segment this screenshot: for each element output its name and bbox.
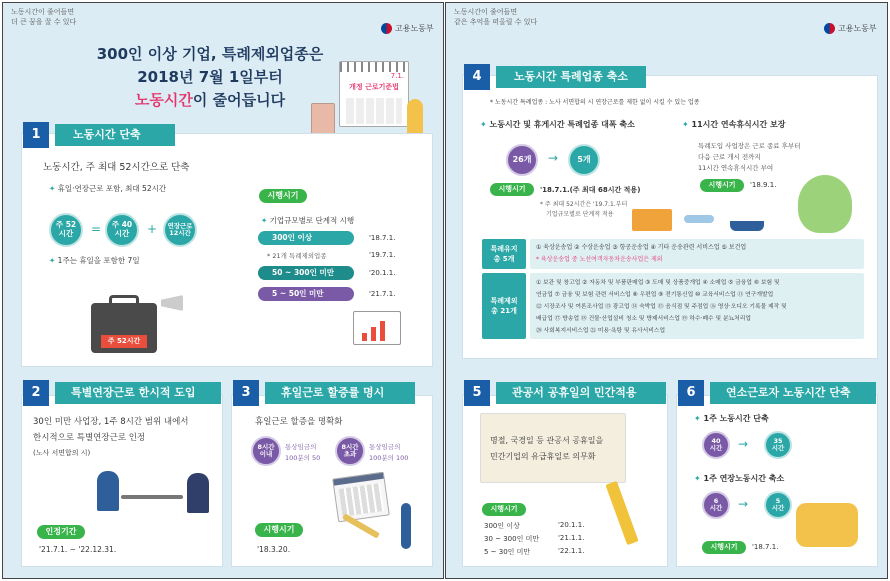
section-6-number: 6	[678, 380, 704, 406]
s4-effective-badge-2: 시행시기	[700, 179, 744, 192]
overtime-12h-circle: 연장근로 12시간	[163, 213, 197, 247]
s1-effective-badge: 시행시기	[259, 189, 307, 203]
taegeuk-icon	[824, 23, 835, 34]
ship-icon	[730, 221, 764, 231]
s5-row-label: 30 ~ 300인 미만	[484, 535, 540, 543]
motto-line: 노동시간이 줄어들면	[454, 8, 518, 16]
s3-main-text: 휴일근로 할증을 명확화	[255, 417, 343, 427]
sparkle-icon: ✦	[480, 120, 490, 129]
s3-rate-2b: 100분의 100	[369, 454, 409, 462]
s4-note: * 노동시간 특례업종 : 노사 서면합의 시 연장근로를 제한 없이 시킬 수 있는 업종	[490, 99, 700, 106]
calendar-rings	[340, 62, 408, 72]
easel-bar	[362, 333, 367, 341]
title-highlight: 노동시간	[134, 91, 193, 109]
airplane-icon	[684, 215, 714, 223]
5h-circle: 5 시간	[764, 491, 792, 519]
s2-line-3: (노사 서면합의 시)	[33, 449, 91, 457]
s4-heading-2	[682, 119, 785, 130]
section-1-header	[55, 124, 175, 146]
s5-effective-badge: 시행시기	[482, 503, 526, 516]
s1-main-text: 노동시간, 주 최대 52시간으로 단축	[43, 162, 190, 173]
s1-bullet-2-text: 1주는 휴일을 포함한 7일	[57, 256, 140, 265]
s4-keep-list: ① 육상운송업 ② 수상운송업 ③ 항공운송업 ④ 기타 운송관련 서비스업 ⑤ 보건업	[536, 244, 747, 251]
sparkle-icon: ✦	[49, 184, 58, 193]
s5-row-label: 5 ~ 30인 미만	[484, 548, 531, 556]
s4-rest-line-2: 다음 근로 개시 전까지	[698, 153, 761, 161]
left-page	[2, 2, 444, 579]
briefcase-handle	[109, 295, 139, 304]
desk-icon	[121, 495, 183, 499]
s4-effective-badge: 시행시기	[490, 183, 534, 196]
section-6-title: 연소근로자 노동시간 단축	[726, 386, 851, 399]
easel-bar	[371, 327, 376, 341]
s1-bullet-1	[49, 183, 166, 194]
right-motto	[454, 7, 537, 27]
s4-keep-label: 특례유지 총 5개	[482, 239, 526, 269]
s4-excluded-line: 배급업 ⑰ 방송업 ⑱ 건물·산업설비 청소 및 방제서비스업 ⑲ 하수·폐수 및 분뇨처리업	[536, 316, 751, 322]
26-industries-circle: 26개	[506, 144, 538, 176]
schedule-row-date: '21.7.1.	[369, 290, 396, 298]
sparkle-icon: ✦	[694, 474, 704, 483]
s6-heading-2	[694, 473, 784, 484]
sparkle-icon: ✦	[49, 256, 58, 265]
section-4-title: 노동시간 특례업종 축소	[514, 70, 628, 83]
calendar-grid	[346, 98, 402, 124]
s4-rest-line-3: 11시간 연속휴식시간 부여	[698, 164, 774, 172]
s5-row-label: 300인 이상	[484, 522, 520, 530]
section-5-header	[496, 382, 666, 404]
s2-period-badge: 인정기간	[37, 525, 85, 539]
schedule-row-label: * 21개 특례제외업종	[267, 252, 327, 260]
s4-excluded-line: ① 보관 및 창고업 ② 자동차 및 부품판매업 ③ 도매 및 상품중개업 ④ 소매업 ⑤ 금융업 ⑥ 보험 및	[536, 280, 780, 286]
section-3-title: 휴일근로 할증률 명시	[281, 386, 385, 399]
title-line-2: 2018년 7월 1일부터	[137, 68, 283, 86]
s4-excluded-label: 특례제외 총 21개	[482, 273, 526, 339]
right-page	[445, 2, 888, 579]
s1-schedule-title	[261, 215, 354, 226]
section-2-title: 특별연장근로 한시적 도입	[71, 386, 196, 399]
motto-line: 노동시간이 줄어들면	[11, 8, 75, 16]
title-line-3	[85, 89, 335, 110]
calendar-date: 7.1.	[390, 72, 404, 80]
s4-heading-1	[480, 119, 635, 130]
section-3-number: 3	[233, 380, 259, 406]
truck-icon	[632, 209, 672, 231]
section-4-header	[496, 66, 646, 88]
s6-heading-1-text: 1주 노동시간 단축	[703, 414, 769, 423]
s4-excluded-line: ⑳ 사회복지서비스업 ㉑ 미용·욕탕 및 유사서비스업	[536, 328, 666, 334]
calendar-illustration	[339, 61, 409, 127]
arrow-right-icon: →	[738, 497, 749, 511]
calendar-icon	[332, 472, 390, 523]
schedule-row-date: '18.7.1.	[369, 234, 396, 242]
within-8h-circle: 8시간 이내	[251, 436, 281, 466]
s5-row-date: '21.1.1.	[558, 534, 585, 542]
notepad-illustration	[480, 413, 626, 483]
logo-text: 고용노동부	[395, 24, 434, 33]
page-title	[85, 43, 335, 110]
s4-keep-note: * 육상운송업 중 노선여객자동차운송사업은 제외	[536, 256, 663, 263]
s6-heading-2-text: 1주 연장노동시간 축소	[703, 474, 785, 483]
section-1-number: 1	[23, 122, 49, 148]
s4-excluded-box	[530, 273, 864, 339]
5-industries-circle: 5개	[568, 144, 600, 176]
s5-line-2: 민간기업의 유급휴일로 의무화	[490, 452, 596, 461]
sparkle-icon: ✦	[261, 216, 270, 225]
person-icon	[401, 503, 411, 549]
s2-period: '21.7.1. ~ '22.12.31.	[39, 545, 117, 554]
schedule-row-label: 50 ~ 300인 미만	[258, 266, 354, 280]
title-tail: 이 줄어듭니다	[192, 91, 286, 109]
person-icon	[187, 473, 209, 513]
ministry-logo	[381, 23, 434, 34]
schedule-row-label: 5 ~ 50인 미만	[258, 287, 354, 301]
left-motto	[11, 7, 76, 27]
weekly-40h-circle: 주 40 시간	[105, 213, 139, 247]
6h-circle: 6 시간	[702, 491, 730, 519]
section-5-title: 관공서 공휴일의 민간적용	[512, 386, 637, 399]
section-2-number: 2	[23, 380, 49, 406]
sparkle-icon: ✦	[682, 120, 692, 129]
s4-date-2: '18.9.1.	[750, 181, 777, 189]
over-8h-circle: 8시간 초과	[335, 436, 365, 466]
s5-row-date: '20.1.1.	[558, 521, 585, 529]
section-1-title: 노동시간 단축	[73, 128, 141, 141]
s1-bullet-1-text: 휴일·연장근로 포함, 최대 52시간	[57, 184, 167, 193]
s5-line-1: 명절, 국경일 등 관공서 공휴일을	[490, 436, 604, 445]
schedule-row-date: '20.1.1.	[369, 269, 396, 277]
s5-row-date: '22.1.1.	[558, 547, 585, 555]
sparkle-icon: ✦	[694, 414, 704, 423]
easel-chart-icon	[353, 311, 401, 345]
motto-line: 더 큰 꿈을 꿀 수 있다	[11, 18, 77, 26]
calendar-grid	[339, 483, 384, 517]
resting-person-chair-icon	[798, 175, 852, 233]
s4-excluded-line: 연금업 ⑦ 금융 및 보험 관련 서비스업 ⑧ 우편업 ⑨ 전기통신업 ⑩ 교육서비스업 ⑪ 연구개발업	[536, 292, 774, 298]
easel-bar	[380, 321, 385, 341]
section-5-number: 5	[464, 380, 490, 406]
s2-line-2: 한시적으로 특별연장근로 인정	[33, 433, 146, 443]
s3-rate-1b: 100분의 50	[285, 454, 321, 462]
s1-bullet-2	[49, 255, 140, 266]
s4-excluded-line: ⑫ 시장조사 및 여론조사업 ⑬ 광고업 ⑭ 숙박업 ⑮ 음식점 및 주점업 ⑯ 영상·오디오 기록물 제작 및	[536, 304, 787, 310]
s3-rate-1a: 통상임금의	[285, 443, 317, 451]
s3-effective-badge: 시행시기	[255, 523, 303, 537]
35h-circle: 35 시간	[764, 431, 792, 459]
s4-date: '18.7.1.(주 최대 68시간 적용)	[540, 186, 641, 194]
section-3-header	[265, 382, 415, 404]
s4-rest-line-1: 특례도입 사업장은 근로 종료 후부터	[698, 142, 801, 150]
schedule-row-label: 300인 이상	[258, 231, 354, 245]
equals-sign: =	[91, 222, 102, 236]
title-line-1: 300인 이상 기업, 특례제외업종은	[96, 45, 324, 63]
s4-heading-1-text: 노동시간 및 휴게시간 특례업종 대폭 축소	[489, 120, 635, 129]
arrow-right-icon: →	[548, 151, 559, 165]
40h-circle: 40 시간	[702, 431, 730, 459]
ministry-logo	[824, 23, 877, 34]
s3-date: '18.3.20.	[257, 545, 291, 554]
section-4-number: 4	[464, 64, 490, 90]
calendar-label: 개정 근로기준법	[349, 83, 399, 91]
s3-rate-2a: 통상임금의	[369, 443, 401, 451]
s4-sub-1: * 주 최대 52시간은 '19.7.1.부터	[540, 201, 628, 208]
s6-heading-1	[694, 413, 769, 424]
delivery-scooter-icon	[796, 503, 858, 547]
arrow-right-icon: →	[738, 437, 749, 451]
s4-heading-2-text: 11시간 연속휴식시간 보장	[691, 120, 786, 129]
logo-text: 고용노동부	[838, 24, 877, 33]
person-icon	[97, 471, 119, 511]
plus-sign: +	[147, 222, 158, 236]
taegeuk-icon	[381, 23, 392, 34]
s4-sub-2: 기업규모별로 단계적 적용	[546, 211, 614, 218]
weekly-52h-circle: 주 52 시간	[49, 213, 83, 247]
motto-line: 같은 추억을 떠올릴 수 있다	[454, 18, 538, 26]
s4-keep-box	[530, 239, 864, 269]
section-6-header	[710, 382, 876, 404]
schedule-row-date: '19.7.1.	[369, 251, 396, 259]
s6-date: '18.7.1.	[752, 543, 779, 551]
s6-effective-badge: 시행시기	[702, 541, 746, 554]
briefcase-icon	[91, 303, 157, 353]
s1-schedule-title-text: 기업규모별로 단계적 시행	[269, 216, 355, 225]
briefcase-label: 주 52시간	[101, 335, 147, 348]
s2-line-1: 30인 미만 사업장, 1주 8시간 범위 내에서	[33, 417, 189, 427]
section-2-header	[55, 382, 221, 404]
